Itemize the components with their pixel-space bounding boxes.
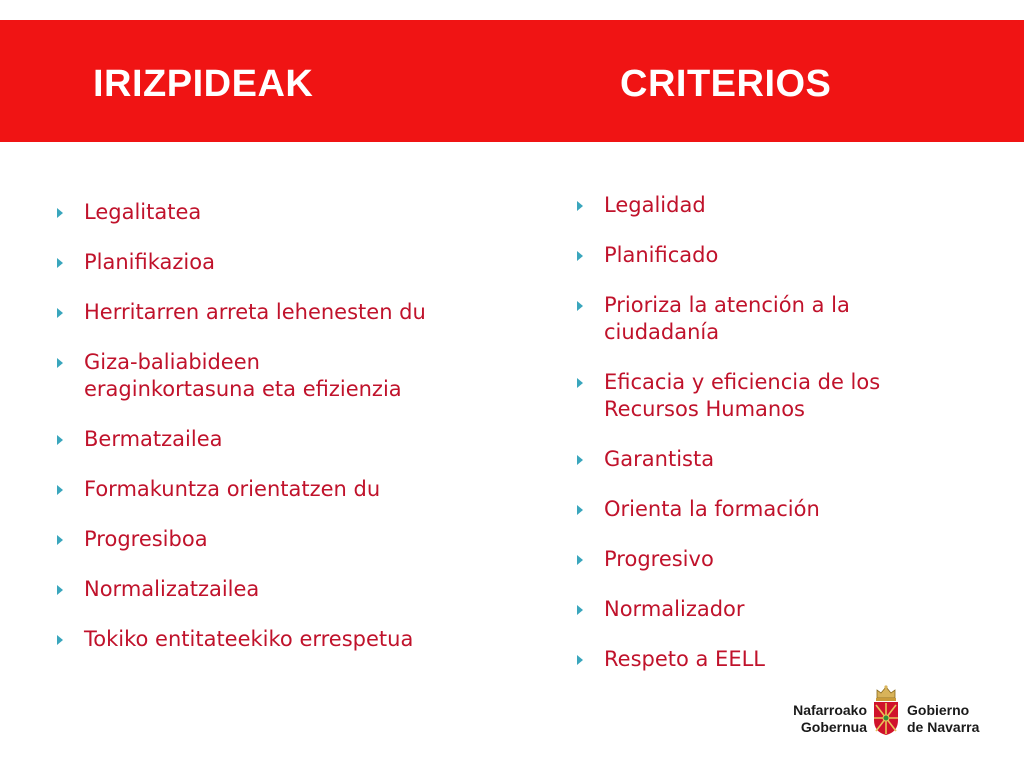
list-item-text: Legalidad — [604, 193, 706, 217]
list-item — [575, 596, 1015, 623]
list-item — [55, 526, 525, 553]
list-item — [575, 369, 934, 423]
list-item — [575, 646, 1015, 673]
list-item — [575, 192, 1015, 219]
triangle-bullet-icon — [577, 555, 583, 565]
list-item-text: Formakuntza orientatzen du — [84, 477, 381, 501]
basque-criteria-list — [55, 199, 525, 676]
triangle-bullet-icon — [577, 301, 583, 311]
triangle-bullet-icon — [57, 635, 63, 645]
list-item — [575, 242, 1015, 269]
list-item — [55, 199, 504, 226]
list-item — [575, 496, 1015, 523]
list-item — [55, 626, 525, 653]
triangle-bullet-icon — [57, 585, 63, 595]
list-item-text: Progresivo — [604, 547, 714, 571]
triangle-bullet-icon — [577, 655, 583, 665]
logo-text-spanish — [907, 702, 979, 736]
gobierno-de-navarra-logo — [780, 684, 990, 736]
list-item — [575, 446, 1015, 473]
list-item-text: Giza-baliabideen eraginkortasuna eta efizienzia — [84, 350, 402, 401]
triangle-bullet-icon — [57, 435, 63, 445]
triangle-bullet-icon — [57, 258, 63, 268]
list-item — [55, 476, 525, 503]
list-item-text: Progresiboa — [84, 527, 208, 551]
list-item — [55, 576, 525, 603]
header-banner — [0, 20, 1024, 142]
triangle-bullet-icon — [57, 535, 63, 545]
spanish-criteria-list — [575, 192, 1015, 696]
list-item-text: Tokiko entitateekiko errespetua — [84, 627, 414, 651]
logo-line: Gobernua — [800, 719, 867, 735]
triangle-bullet-icon — [577, 455, 583, 465]
title-basque: IRIZPIDEAK — [93, 63, 314, 105]
logo-text-basque — [783, 702, 867, 736]
list-item — [55, 249, 525, 276]
list-item-text: Normalizatzailea — [84, 577, 260, 601]
list-item-text: Eficacia y eficiencia de los Recursos Humanos — [604, 370, 881, 421]
list-item — [55, 299, 525, 326]
logo-line: de Navarra — [907, 719, 980, 735]
list-item — [55, 349, 414, 403]
title-spanish: CRITERIOS — [620, 63, 832, 105]
list-item-text: Respeto a EELL — [604, 647, 765, 671]
list-item — [575, 292, 904, 346]
list-item-text: Planificado — [604, 243, 719, 267]
triangle-bullet-icon — [57, 485, 63, 495]
list-item — [575, 546, 1015, 573]
list-item-text: Garantista — [604, 447, 715, 471]
triangle-bullet-icon — [577, 201, 583, 211]
logo-line: Gobierno — [907, 702, 970, 718]
triangle-bullet-icon — [57, 208, 63, 218]
triangle-bullet-icon — [577, 505, 583, 515]
triangle-bullet-icon — [57, 308, 63, 318]
list-item-text: Normalizador — [604, 597, 745, 621]
triangle-bullet-icon — [57, 358, 63, 368]
triangle-bullet-icon — [577, 251, 583, 261]
list-item-text: Planifikazioa — [84, 250, 215, 274]
list-item-text: Legalitatea — [84, 200, 202, 224]
list-item — [55, 426, 525, 453]
triangle-bullet-icon — [577, 378, 583, 388]
navarra-coat-of-arms-icon — [871, 684, 901, 736]
list-item-text: Orienta la formación — [604, 497, 820, 521]
list-item-text: Prioriza la atención a la ciudadanía — [604, 293, 850, 344]
list-item-text: Herritarren arreta lehenesten du — [84, 300, 426, 324]
logo-line: Nafarroako — [793, 702, 867, 718]
list-item-text: Bermatzailea — [84, 427, 223, 451]
triangle-bullet-icon — [577, 605, 583, 615]
